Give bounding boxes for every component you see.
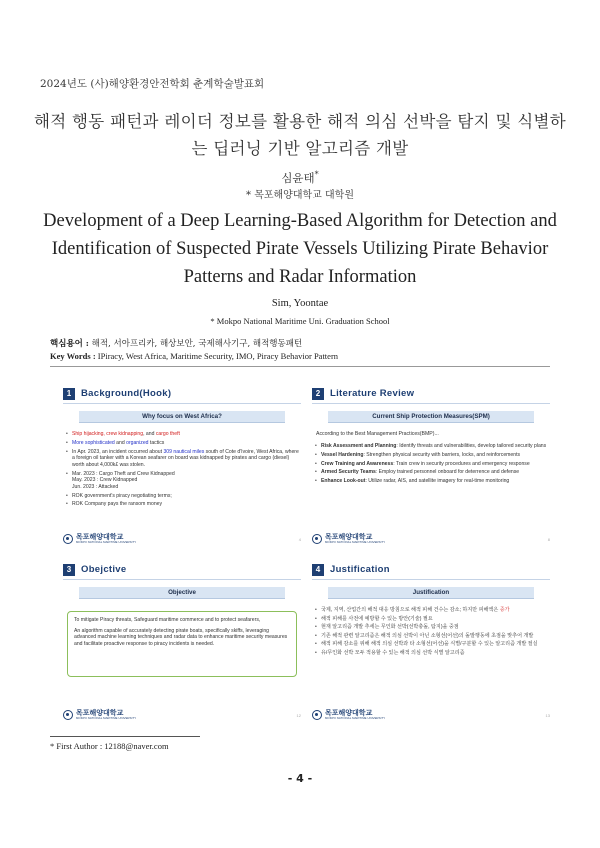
list-item-text: , and — [143, 431, 156, 437]
list-item — [314, 452, 550, 459]
slide-page-number: 4 — [298, 537, 301, 542]
bullet-list — [314, 607, 550, 657]
slide-justification — [306, 556, 556, 726]
list-item-term: Armed Security Teams — [321, 469, 376, 476]
list-item-text: Ship hijacking, crew kidnapping — [72, 431, 144, 437]
slide-divider — [312, 403, 550, 404]
list-item — [65, 501, 301, 508]
list-item-text: 기존 해적 관련 알고리즘은 해적 의심 선박이 아닌 소형선(어선)의 돌발행동에 초점을 맞추어 개발 — [321, 632, 534, 639]
slide-header — [312, 563, 390, 576]
list-item — [314, 616, 550, 623]
keywords-english-label: Key Words : — [50, 351, 96, 361]
logo-subtitle: MOKPO NATIONAL MARITIME UNIVERSITY — [76, 716, 137, 720]
university-logo — [63, 709, 136, 720]
list-item-text: 국제, 지역, 산업간의 해적 대응 방침으로 해적 피해 건수는 감소; 하지만 피해액은 — [321, 607, 500, 613]
slide-literature-review — [306, 380, 556, 550]
university-logo — [63, 533, 136, 544]
list-item-text: 유/무인화 선박 모두 적용할 수 있는 해적 의심 선박 식별 알고리즘 — [321, 649, 465, 656]
list-item-term: Crew Training and Awareness — [321, 460, 394, 467]
keywords-korean — [50, 337, 302, 349]
list-item-text: south of Cote d'Ivoire, West Africa, where a foreign oil tanker with a Korean seafarer on board was kidnapped by pirates and cargo (diesel) worth about 4,000k£ was stolen. — [72, 448, 299, 468]
list-item — [314, 641, 550, 648]
list-item-text: 해적 피해 감소를 위해 해적 의심 선박과 타 소형선(어선)을 식별/구분할 수 있는 알고리즘 개발 절실 — [321, 641, 538, 648]
list-item — [65, 431, 301, 438]
list-item-text: : Train crew in security procedures and emergency response — [393, 460, 530, 467]
list-item-text: May. 2023 : Crew Kidnapped — [72, 477, 138, 484]
slide-divider — [63, 403, 301, 404]
slide-objective — [57, 556, 307, 726]
author-mark: * — [314, 170, 319, 180]
slide-banner: Objective — [79, 587, 285, 599]
slide-header — [63, 563, 126, 576]
list-item-text: Mar. 2023 : Cargo Theft and Crew Kidnapped — [72, 470, 175, 477]
list-item-text: : Utilize radar, AIS, and satellite imagery for real-time monitoring — [365, 478, 510, 485]
keywords-english — [50, 351, 338, 361]
list-item — [65, 449, 301, 469]
list-item-text: tactics — [148, 439, 165, 446]
slide-banner: Why focus on West Africa? — [79, 411, 285, 423]
slide-heading: Justification — [330, 564, 390, 575]
slide-number: 4 — [312, 564, 324, 576]
english-author: Sim, Yoontae — [271, 298, 329, 309]
university-emblem-icon — [63, 710, 73, 720]
slide-banner: Justification — [328, 587, 534, 599]
list-item-text: cargo theft — [155, 431, 180, 437]
slide-background — [57, 380, 307, 550]
slide-intro: According to the Best Management Practices(BMP)... — [316, 431, 439, 437]
logo-subtitle: MOKPO NATIONAL MARITIME UNIVERSITY — [76, 540, 137, 544]
list-item — [314, 607, 550, 614]
list-item-text: ROK Company pays the ransom money — [72, 501, 163, 508]
objective-paragraph: To mitigate Piracy threats, Safeguard maritime commerce and to protect seafarers, — [74, 617, 261, 623]
university-emblem-icon — [63, 534, 73, 544]
korean-author-name: 심윤태 — [281, 171, 315, 185]
list-item-text: organized — [126, 439, 149, 446]
english-title: Development of a Deep Learning-Based Algorithm for Detection and Identification of Suspected Pirate Vessels Utilizing Pirate Behavior Patterns and Radar Information — [43, 211, 557, 287]
list-item — [314, 633, 550, 640]
list-item — [65, 493, 301, 500]
slide-number: 1 — [63, 388, 75, 400]
university-logo — [312, 709, 385, 720]
objective-paragraph: An algorithm capable of accurately detecting pirate boats, specifically skiffs, leveraging advanced machine learning techniques and radar data to enhance maritime security measures and facilitate proactive response to piracy incidents is needed. — [74, 627, 288, 647]
slide-banner: Current Ship Protection Measures(SPM) — [328, 411, 534, 423]
slide-page-number: 13 — [545, 713, 550, 718]
list-item-text: 해적 피해를 사전에 예방할 수 있는 방안(기술) 필요 — [321, 615, 433, 622]
list-item-term: Vessel Hardening — [321, 451, 364, 458]
list-item-text: In Apr. 2023, an incident occurred about — [72, 448, 164, 455]
list-item-text: 309 nautical miles — [163, 448, 205, 455]
objective-box — [67, 611, 297, 677]
list-item — [65, 471, 301, 491]
korean-author — [0, 170, 600, 186]
slide-header — [312, 387, 414, 400]
list-item — [314, 461, 550, 468]
list-item-text: Jun. 2023 : Attacked — [72, 483, 119, 490]
list-item-text: 증가 — [499, 607, 510, 613]
footnote-divider — [50, 736, 200, 737]
list-item — [65, 440, 301, 447]
slide-page-number: 12 — [296, 713, 301, 718]
list-item — [314, 624, 550, 631]
list-item-text: : Identify threats and vulnerabilities, develop tailored security plans — [396, 443, 547, 449]
list-item — [314, 469, 550, 476]
slide-divider — [312, 579, 550, 580]
english-affiliation: * Mokpo National Maritime Uni. Graduation School — [210, 316, 390, 326]
university-logo — [312, 533, 385, 544]
keywords-korean-text: 해적, 서아프리카, 해상보안, 국제해사기구, 해적행동패턴 — [91, 339, 303, 349]
korean-affiliation: * 목포해양대학교 대학원 — [246, 190, 354, 201]
list-item-text: and — [114, 439, 127, 446]
list-item-term: Enhance Look-out — [321, 478, 366, 485]
list-item-text: ROK government's piracy negotiating terms; — [72, 492, 172, 499]
slide-body — [65, 431, 301, 510]
footnote: * First Author : 12188@naver.com — [50, 741, 169, 751]
list-item-text: More sophisticated — [72, 439, 115, 446]
list-item-text: : Strengthen physical security with barriers, locks, and reinforcements — [363, 451, 521, 458]
university-emblem-icon — [312, 534, 322, 544]
bullet-list — [314, 443, 550, 485]
list-item — [314, 650, 550, 657]
keywords-divider — [50, 366, 550, 367]
logo-name: 목포해양대학교 — [76, 709, 124, 717]
list-item — [314, 478, 550, 485]
slide-heading: Literature Review — [330, 388, 415, 399]
slide-heading: Obejctive — [81, 564, 127, 575]
keywords-english-text: IPiracy, West Africa, Maritime Security, IMO, Piracy Behavior Pattern — [97, 351, 339, 361]
keywords-korean-label: 핵심용어 : — [50, 339, 89, 349]
slide-body — [314, 443, 550, 487]
list-item-term: Risk Assessment and Planning — [321, 443, 397, 449]
slide-number: 3 — [63, 564, 75, 576]
bullet-list — [65, 431, 301, 508]
conference-header: 2024년도 (사)해양환경안전학회 춘계학술발표회 — [40, 78, 265, 90]
slide-heading: Background(Hook) — [81, 388, 172, 399]
logo-name: 목포해양대학교 — [325, 709, 373, 717]
slide-body — [314, 607, 550, 659]
slide-page-number: 8 — [547, 537, 550, 542]
list-item-text: 현재 알고리즘 개발 추세는 무인화 선박(선박충돌, 탐지)을 중점 — [321, 624, 459, 631]
university-emblem-icon — [312, 710, 322, 720]
logo-subtitle: MOKPO NATIONAL MARITIME UNIVERSITY — [325, 540, 386, 544]
slide-number: 2 — [312, 388, 324, 400]
logo-name: 목포해양대학교 — [325, 533, 373, 541]
logo-name: 목포해양대학교 — [76, 533, 124, 541]
page-number: - 4 - — [287, 772, 313, 785]
logo-subtitle: MOKPO NATIONAL MARITIME UNIVERSITY — [325, 716, 386, 720]
slide-header — [63, 387, 171, 400]
korean-title: 해적 행동 패턴과 레이더 정보를 활용한 해적 의심 선박을 탐지 및 식별하는 딥러닝 기반 알고리즘 개발 — [34, 112, 566, 158]
list-item-text: : Employ trained personnel onboard for deterrence and defense — [375, 469, 520, 476]
slide-divider — [63, 579, 301, 580]
list-item — [314, 443, 550, 450]
